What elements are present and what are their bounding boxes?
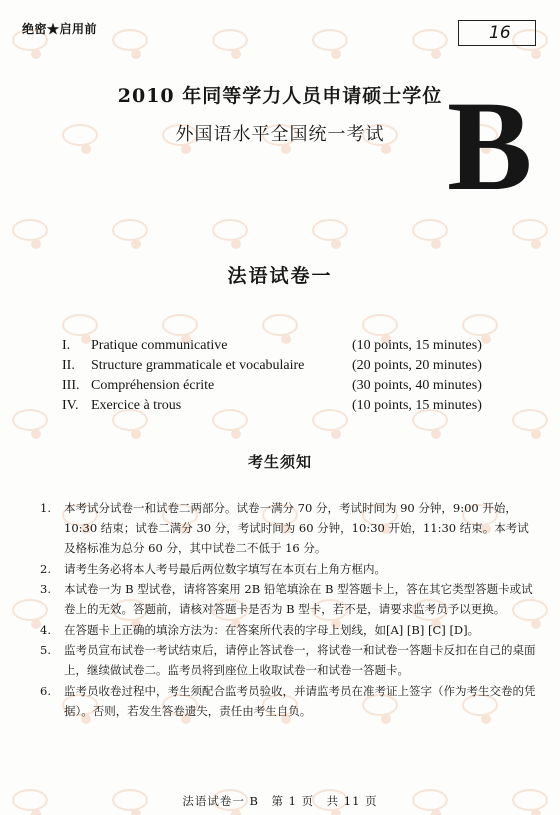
section-row — [62, 336, 492, 356]
section-list — [62, 336, 492, 416]
page-footer: 法语试卷一 B 第 1 页 共 11 页 — [182, 794, 378, 808]
watermark-mark — [313, 30, 347, 59]
instruction-number: 1. — [40, 501, 51, 515]
instruction-number: 2. — [40, 561, 51, 576]
section-points: (10 points, 15 minutes) — [352, 338, 482, 353]
instruction-item — [40, 559, 538, 579]
section-name: Pratique communicative — [91, 338, 228, 353]
instruction-text: 在答题卡上正确的填涂方法为：在答案所代表的字母上划线，如[A] [B] [C] [D]。 — [64, 622, 480, 637]
classification-label: 绝密★启用前 — [22, 22, 98, 36]
instruction-list — [40, 498, 538, 721]
section-numeral: II. — [62, 358, 75, 373]
notice-heading: 考生须知 — [247, 453, 312, 471]
instruction-item — [40, 681, 538, 721]
watermark-mark — [313, 220, 347, 249]
section-points: (30 points, 40 minutes) — [352, 378, 482, 393]
exam-title: 2010 年同等学力人员申请硕士学位 — [117, 85, 443, 107]
instruction-text: 请考生务必将本人考号最后两位数字填写在本页右上角方框内。 — [64, 561, 386, 576]
section-row — [62, 376, 492, 396]
instruction-text: 本试卷一为 B 型试卷，请将答案用 2B 铅笔填涂在 B 型答题卡上，答在其它类型答题卡或试卷上的无效。答题前，请核对答题卡是否为 B 型卡，若不是，请要求监考员予以更换。 — [64, 582, 533, 616]
instruction-text: 本考试分试卷一和试卷二两部分。试卷一满分 70 分，考试时间为 90 分钟，9:00 开始，10:30 结束；试卷二满分 30 分，考试时间为 60 分钟，10:30 开始，11:30 结束。本考试及格标准为总分 60 分，其中试卷二不低于 16 分。 — [64, 501, 529, 555]
watermark-mark — [213, 220, 247, 249]
instruction-text: 监考员收卷过程中，考生须配合监考员验收，并请监考员在准考证上签字（作为考生交卷的凭据）。否则，若发生答卷遗失，责任由考生自负。 — [64, 683, 536, 718]
instruction-text: 监考员宣布试卷一考试结束后，请停止答试卷一，将试卷一和试卷一答题卡反扣在自己的桌面上，继续做试卷二。监考员将到座位上收取试卷一和试卷一答题卡。 — [64, 643, 536, 677]
section-numeral: III. — [62, 378, 80, 393]
watermark-mark — [13, 220, 47, 249]
instruction-item — [40, 498, 538, 558]
paper-name: 法语试卷一 — [227, 265, 333, 287]
section-numeral: IV. — [62, 398, 79, 413]
section-name: Structure grammaticale et vocabulaire — [91, 358, 305, 373]
section-numeral: I. — [62, 338, 71, 353]
instruction-number: 5. — [40, 643, 51, 657]
section-points: (10 points, 15 minutes) — [352, 398, 482, 413]
seat-number: 16 — [489, 23, 511, 43]
watermark-mark — [413, 30, 447, 59]
instruction-item — [40, 620, 538, 640]
watermark-mark — [413, 220, 447, 249]
watermark-mark — [213, 30, 247, 59]
section-row — [62, 396, 492, 416]
exam-subtitle: 外国语水平全国统一考试 — [175, 124, 385, 145]
section-points: (20 points, 20 minutes) — [352, 358, 482, 373]
paper-version-letter: B — [447, 75, 533, 217]
section-name: Compréhension écrite — [91, 378, 215, 393]
section-name: Exercice à trous — [91, 398, 182, 413]
seat-number-box — [458, 20, 536, 46]
watermark-mark — [13, 410, 47, 439]
section-row — [62, 356, 492, 376]
instruction-number: 3. — [40, 582, 51, 596]
instruction-number: 6. — [40, 683, 51, 698]
watermark-mark — [513, 220, 547, 249]
watermark-mark — [113, 30, 147, 59]
watermark-mark — [113, 220, 147, 249]
instruction-number: 4. — [40, 622, 51, 637]
watermark-mark — [513, 410, 547, 439]
instruction-item — [40, 640, 538, 680]
instruction-item — [40, 579, 538, 619]
